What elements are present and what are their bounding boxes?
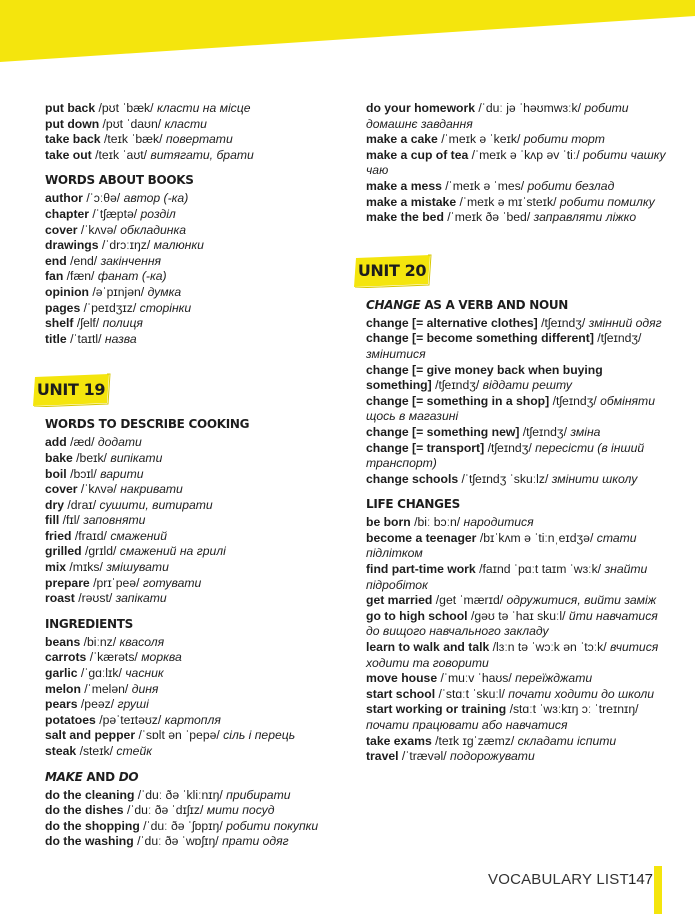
- vocab-phonetic: /fæn/: [66, 269, 95, 284]
- vocab-phonetic: /get ˈmærɪd/: [435, 593, 504, 608]
- footer-accent-bar: [654, 866, 662, 914]
- vocab-word: put down: [45, 116, 100, 131]
- vocab-entry: [366, 531, 666, 562]
- vocab-entry: [366, 210, 666, 226]
- vocab-word: start school: [366, 686, 436, 701]
- vocab-translation: картопля: [164, 712, 221, 727]
- vocab-phonetic: /ˈmuːv ˈhaʊs/: [440, 671, 512, 686]
- vocab-entry: [45, 788, 345, 804]
- vocab-translation: смажений на грилі: [119, 544, 226, 559]
- vocab-translation: обкладинка: [120, 222, 186, 237]
- vocab-word: bake: [45, 450, 73, 465]
- vocab-word: make a cake: [366, 132, 438, 147]
- vocab-entry: [45, 117, 345, 133]
- vocab-phonetic: /ʃelf/: [76, 316, 100, 331]
- vocab-phonetic: /pʊt ˈdaʊn/: [102, 116, 162, 131]
- vocab-entry: [45, 744, 345, 760]
- vocab-word: cover: [45, 222, 78, 237]
- unit-20-label: UNIT 20: [357, 260, 427, 280]
- vocab-entry: [366, 331, 666, 362]
- list-intro: [45, 101, 345, 163]
- vocab-translation: складати іспити: [517, 733, 617, 748]
- section-title-books: WORDS ABOUT BOOKS: [45, 173, 194, 188]
- vocab-entry: [45, 148, 345, 164]
- vocab-word: be born: [366, 515, 411, 530]
- vocab-phonetic: /stɑːt ˈwɜːkɪŋ ɔː ˈtreɪnɪŋ/: [509, 702, 639, 717]
- vocab-translation: заправляти ліжко: [533, 210, 637, 225]
- vocab-translation: змінитися: [366, 346, 426, 361]
- vocab-translation: одружитися, вийти заміж: [506, 593, 657, 608]
- vocab-entry: [45, 482, 345, 498]
- vocab-phonetic: /grɪld/: [84, 544, 117, 559]
- vocab-entry: [45, 576, 345, 592]
- vocab-phonetic: /fraɪd/: [74, 528, 107, 543]
- vocab-translation: віддати решту: [482, 378, 572, 393]
- vocab-entry: [45, 285, 345, 301]
- vocab-entry: [45, 529, 345, 545]
- vocab-entry: [366, 425, 666, 441]
- vocab-translation: класти на місце: [156, 101, 251, 115]
- vocab-word: do the shopping: [45, 818, 140, 833]
- vocab-entry: [366, 179, 666, 195]
- vocab-word: author: [45, 191, 83, 206]
- list-ingredients: [45, 635, 345, 760]
- vocab-translation: робити помилку: [559, 194, 655, 209]
- title-change: CHANGE: [366, 297, 421, 312]
- vocab-entry: [45, 682, 345, 698]
- vocab-translation: заповняти: [83, 513, 146, 528]
- title-and: AND: [82, 769, 119, 784]
- unit-19-badge: [31, 373, 111, 407]
- vocab-word: title: [45, 331, 67, 346]
- section-title-make-do: [45, 769, 345, 785]
- vocab-translation: накривати: [120, 482, 183, 497]
- vocab-translation: смажений: [110, 528, 167, 543]
- vocab-translation: закінчення: [100, 253, 162, 268]
- vocab-phonetic: /rəʊst/: [78, 591, 113, 606]
- vocab-translation: випікати: [110, 450, 163, 465]
- vocab-phonetic: /pəˈteɪtəʊz/: [99, 712, 162, 727]
- vocab-entry: [45, 435, 345, 451]
- vocab-entry: [45, 650, 345, 666]
- vocab-translation: знайти підробіток: [366, 562, 648, 592]
- vocab-translation: почати ходити до школи: [508, 686, 655, 701]
- unit-20-badge: [352, 254, 432, 288]
- vocab-translation: сіль і перець: [223, 728, 296, 743]
- vocab-word: boil: [45, 466, 67, 481]
- vocab-entry: [366, 316, 666, 332]
- vocab-entry: [366, 363, 666, 394]
- vocab-word: potatoes: [45, 712, 96, 727]
- vocab-word: prepare: [45, 575, 90, 590]
- vocab-word: grilled: [45, 544, 82, 559]
- vocab-phonetic: /beɪk/: [76, 450, 107, 465]
- vocab-translation: почати працювати або навчатися: [366, 718, 568, 732]
- vocab-phonetic: /ˈmeɪk ə mɪˈsteɪk/: [459, 194, 557, 209]
- vocab-phonetic: /biː bɔːn/: [414, 515, 461, 530]
- vocab-entry: [366, 562, 666, 593]
- title-make: MAKE: [45, 769, 83, 784]
- vocab-translation: запікати: [115, 591, 167, 606]
- vocab-entry: [366, 671, 666, 687]
- vocab-word: make the bed: [366, 210, 444, 225]
- vocab-translation: обміняти щось в магазині: [366, 393, 655, 424]
- vocab-entry: [45, 269, 345, 285]
- vocab-word: change [= give money back when buying something]: [366, 362, 603, 393]
- vocab-translation: думка: [147, 284, 182, 299]
- vocab-word: pages: [45, 300, 81, 315]
- vocab-word: travel: [366, 749, 399, 764]
- vocab-entry: [366, 749, 666, 765]
- vocab-phonetic: /ˈduː ðə ˈʃɒpɪŋ/: [143, 818, 223, 833]
- vocab-entry: [366, 702, 666, 733]
- vocab-phonetic: /ˈduː ðə ˈwɒʃɪŋ/: [137, 834, 219, 849]
- vocab-phonetic: /ˈtrævəl/: [401, 749, 447, 764]
- vocab-word: put back: [45, 101, 96, 115]
- vocab-translation: прати одяг: [222, 834, 289, 849]
- vocab-word: pears: [45, 697, 78, 712]
- vocab-entry: [45, 301, 345, 317]
- vocab-phonetic: /ˈduː jə ˈhəʊmwɜːk/: [478, 101, 582, 115]
- vocab-entry: [45, 132, 345, 148]
- vocab-phonetic: /ˈstɑːt ˈskuːl/: [438, 686, 505, 701]
- vocab-entry: [366, 195, 666, 211]
- footer-label: VOCABULARY LIST: [488, 871, 629, 888]
- vocab-entry: [45, 207, 345, 223]
- vocab-translation: зміна: [570, 424, 601, 439]
- vocab-word: find part-time work: [366, 562, 476, 577]
- vocab-entry: [45, 591, 345, 607]
- vocab-phonetic: /ˈduː ðə ˈkliːnɪŋ/: [137, 787, 223, 802]
- vocab-translation: стати підлітком: [366, 530, 637, 561]
- vocab-phonetic: /tʃeɪndʒ/: [522, 424, 567, 439]
- vocab-entry: [45, 254, 345, 270]
- vocab-entry: [366, 101, 666, 132]
- vocab-translation: груші: [117, 697, 149, 712]
- vocab-phonetic: /ˈgɑːlɪk/: [80, 666, 122, 681]
- vocab-phonetic: /lɜːn tə ˈwɔːk ən ˈtɔːk/: [492, 640, 607, 655]
- vocab-phonetic: /ˈduː ðə ˈdɪʃɪz/: [126, 803, 204, 818]
- vocab-translation: мити посуд: [206, 803, 275, 818]
- vocab-phonetic: /teɪk ˈbæk/: [103, 132, 163, 147]
- vocab-phonetic: /ˈmeɪk ðə ˈbed/: [447, 210, 531, 225]
- vocab-phonetic: /ˈkʌvə/: [80, 222, 117, 237]
- vocab-translation: часник: [125, 666, 164, 681]
- vocab-word: do the washing: [45, 834, 134, 849]
- vocab-phonetic: /ˈpeɪdʒɪz/: [83, 300, 137, 315]
- vocab-entry: [366, 593, 666, 609]
- vocab-translation: сторінки: [139, 300, 192, 315]
- vocab-phonetic: /teɪk ˈaʊt/: [95, 147, 148, 162]
- vocab-entry: [366, 515, 666, 531]
- vocab-translation: змінний одяг: [588, 315, 662, 330]
- vocab-word: end: [45, 253, 67, 268]
- vocab-entry: [366, 734, 666, 750]
- vocab-word: do your homework: [366, 101, 476, 115]
- vocab-word: cover: [45, 482, 78, 497]
- vocab-entry: [45, 498, 345, 514]
- vocab-word: start working or training: [366, 702, 507, 717]
- vocab-word: beans: [45, 634, 81, 649]
- vocab-entry: [366, 640, 666, 671]
- vocab-phonetic: /mɪks/: [69, 560, 103, 575]
- vocab-phonetic: /ˈmeɪk ə ˈmes/: [445, 178, 525, 193]
- vocab-entry: [366, 472, 666, 488]
- vocab-entry: [45, 544, 345, 560]
- vocab-translation: стейк: [116, 744, 152, 758]
- vocab-entry: [45, 666, 345, 682]
- vocab-word: do the dishes: [45, 803, 124, 818]
- vocab-phonetic: /ˈɔːθə/: [86, 191, 121, 206]
- vocab-word: carrots: [45, 650, 87, 665]
- vocab-translation: додати: [97, 435, 142, 450]
- vocab-phonetic: /steɪk/: [79, 744, 114, 758]
- vocab-phonetic: /tʃeɪndʒ/: [552, 393, 597, 408]
- section-title-change: [366, 297, 666, 313]
- vocab-word: change [= transport]: [366, 440, 485, 455]
- vocab-word: change [= alternative clothes]: [366, 315, 538, 330]
- vocab-translation: вчитися ходити та говорити: [366, 640, 659, 670]
- vocab-word: salt and pepper: [45, 728, 136, 743]
- vocab-phonetic: /ˈkʌvə/: [80, 482, 117, 497]
- list-make-do-continued: [366, 101, 666, 226]
- vocab-translation: готувати: [142, 575, 202, 590]
- vocab-translation: назва: [104, 331, 137, 346]
- vocab-word: opinion: [45, 284, 89, 299]
- vocab-phonetic: /tʃeɪndʒ/: [541, 315, 586, 330]
- section-title-cooking: WORDS TO DESCRIBE COOKING: [45, 417, 250, 432]
- vocab-phonetic: /teɪk ɪgˈzæmz/: [435, 733, 515, 748]
- vocab-word: move house: [366, 671, 438, 686]
- vocab-phonetic: /ˈmelən/: [84, 681, 129, 696]
- vocab-phonetic: /faɪnd ˈpɑːt taɪm ˈwɜːk/: [479, 562, 602, 577]
- vocab-phonetic: /biːnz/: [83, 634, 117, 649]
- vocab-word: take out: [45, 147, 92, 162]
- vocab-translation: змінити школу: [551, 471, 638, 486]
- vocab-translation: морква: [141, 650, 182, 665]
- vocab-word: fan: [45, 269, 64, 284]
- vocab-phonetic: /tʃeɪndʒ/: [487, 440, 532, 455]
- vocab-entry: [45, 513, 345, 529]
- vocab-translation: робити домашнє завдання: [366, 101, 629, 131]
- title-do: DO: [118, 769, 139, 784]
- vocab-translation: витягати, брати: [150, 147, 254, 162]
- page-number: 147: [628, 871, 654, 888]
- vocab-word: change [= something new]: [366, 424, 520, 439]
- vocab-word: change schools: [366, 471, 459, 486]
- vocab-word: steak: [45, 744, 77, 758]
- vocab-word: roast: [45, 591, 75, 606]
- vocab-translation: квасоля: [119, 634, 165, 649]
- vocab-word: change [= become something different]: [366, 331, 594, 346]
- unit-19-label: UNIT 19: [36, 380, 106, 400]
- vocab-entry: [45, 713, 345, 729]
- vocab-translation: варити: [100, 466, 144, 481]
- vocab-word: shelf: [45, 316, 74, 331]
- vocab-translation: розділ: [140, 206, 176, 221]
- vocab-word: make a mistake: [366, 194, 457, 209]
- vocab-word: fill: [45, 513, 60, 528]
- title-verb-noun: AS A VERB AND NOUN: [420, 297, 569, 312]
- vocab-translation: подорожувати: [450, 749, 535, 764]
- vocab-translation: сушити, витирати: [99, 497, 213, 512]
- vocab-translation: диня: [131, 681, 159, 696]
- vocab-translation: робити чашку чаю: [366, 147, 666, 178]
- left-column: [36, 101, 345, 850]
- vocab-phonetic: /ˈtʃeɪndʒ ˈskuːlz/: [461, 471, 549, 486]
- list-life: [366, 515, 666, 765]
- vocab-entry: [45, 332, 345, 348]
- vocab-translation: класти: [164, 116, 207, 131]
- vocab-word: take back: [45, 132, 101, 147]
- vocab-word: change [= something in a shop]: [366, 393, 550, 408]
- vocab-entry: [45, 238, 345, 254]
- vocab-translation: змішувати: [106, 560, 169, 575]
- vocab-translation: робити покупки: [226, 818, 319, 833]
- vocab-translation: переїжджати: [515, 671, 593, 686]
- section-title-life: LIFE CHANGES: [366, 497, 460, 512]
- vocab-phonetic: /pʊt ˈbæk/: [98, 101, 154, 115]
- vocab-entry: [45, 728, 345, 744]
- vocab-entry: [45, 560, 345, 576]
- list-books: [45, 191, 345, 347]
- vocab-word: mix: [45, 560, 67, 575]
- vocab-phonetic: /prɪˈpeə/: [93, 575, 140, 590]
- vocab-translation: пересісти (в інший транспорт): [366, 440, 645, 471]
- vocab-entry: [45, 467, 345, 483]
- vocab-translation: робити безлад: [527, 178, 615, 193]
- vocab-phonetic: /bɔɪl/: [70, 466, 97, 481]
- vocab-entry: [366, 687, 666, 703]
- vocab-word: melon: [45, 681, 81, 696]
- list-cooking: [45, 435, 345, 607]
- vocab-phonetic: /draɪ/: [67, 497, 97, 512]
- vocab-phonetic: /tʃeɪndʒ/: [597, 331, 642, 346]
- vocab-translation: робити торт: [523, 132, 605, 147]
- vocab-phonetic: /peəz/: [80, 697, 115, 712]
- vocab-entry: [366, 148, 666, 179]
- right-column: [357, 101, 666, 765]
- vocab-word: go to high school: [366, 608, 468, 623]
- vocab-word: make a mess: [366, 178, 442, 193]
- vocab-phonetic: /bɪˈkʌm ə ˈtiːnˌeɪdʒə/: [479, 530, 594, 545]
- vocab-phonetic: /əˈpɪnjən/: [92, 284, 145, 299]
- vocab-word: learn to walk and talk: [366, 640, 490, 655]
- vocab-translation: прибирати: [226, 787, 291, 802]
- vocab-phonetic: /tʃeɪndʒ/: [435, 378, 480, 393]
- vocab-phonetic: /ˈmeɪk ə ˈkeɪk/: [441, 132, 521, 147]
- vocab-word: fried: [45, 528, 72, 543]
- vocab-entry: [45, 223, 345, 239]
- vocab-entry: [366, 609, 666, 640]
- vocab-word: dry: [45, 497, 64, 512]
- top-yellow-band: [0, 0, 695, 62]
- vocab-translation: полиця: [102, 316, 143, 331]
- vocab-entry: [45, 635, 345, 651]
- vocab-word: do the cleaning: [45, 787, 135, 802]
- vocab-entry: [45, 834, 345, 850]
- vocab-word: take exams: [366, 733, 432, 748]
- vocab-word: get married: [366, 593, 433, 608]
- vocab-entry: [45, 819, 345, 835]
- vocab-translation: йти навчатися до вищого навчального закладу: [366, 608, 658, 639]
- vocab-entry: [45, 803, 345, 819]
- vocab-phonetic: /fɪl/: [62, 513, 80, 528]
- vocab-phonetic: /ˈsɒlt ən ˈpepə/: [138, 728, 220, 743]
- vocab-phonetic: /ˈdrɔːɪŋz/: [101, 238, 151, 253]
- vocab-translation: малюнки: [153, 238, 204, 253]
- vocab-phonetic: /ˈtaɪtl/: [70, 331, 102, 346]
- vocab-word: garlic: [45, 666, 78, 681]
- vocab-entry: [45, 316, 345, 332]
- vocab-translation: народитися: [463, 515, 534, 530]
- vocab-word: drawings: [45, 238, 99, 253]
- list-change: [366, 316, 666, 488]
- vocab-entry: [45, 451, 345, 467]
- vocab-word: become a teenager: [366, 530, 477, 545]
- vocab-word: add: [45, 435, 67, 450]
- vocab-translation: фанат (-ка): [97, 269, 167, 284]
- vocab-phonetic: /æd/: [70, 435, 95, 450]
- vocab-entry: [366, 441, 666, 472]
- vocab-word: make a cup of tea: [366, 147, 469, 162]
- vocab-entry: [45, 697, 345, 713]
- vocab-translation: автор (-ка): [123, 191, 189, 206]
- list-make-do: [45, 788, 345, 850]
- vocab-phonetic: /ˈmeɪk ə ˈkʌp əv ˈtiː/: [471, 147, 580, 162]
- vocab-phonetic: /end/: [70, 253, 98, 268]
- vocab-phonetic: /ˈkærəts/: [89, 650, 138, 665]
- vocab-entry: [45, 101, 345, 117]
- vocab-phonetic: /ˈtʃæptə/: [92, 206, 138, 221]
- section-title-ingredients: INGREDIENTS: [45, 616, 133, 631]
- vocab-entry: [366, 394, 666, 425]
- vocab-entry: [45, 191, 345, 207]
- vocab-entry: [366, 132, 666, 148]
- vocab-translation: повертати: [165, 132, 233, 147]
- vocab-phonetic: /gəʊ tə ˈhaɪ skuːl/: [470, 608, 566, 623]
- vocab-word: chapter: [45, 206, 90, 221]
